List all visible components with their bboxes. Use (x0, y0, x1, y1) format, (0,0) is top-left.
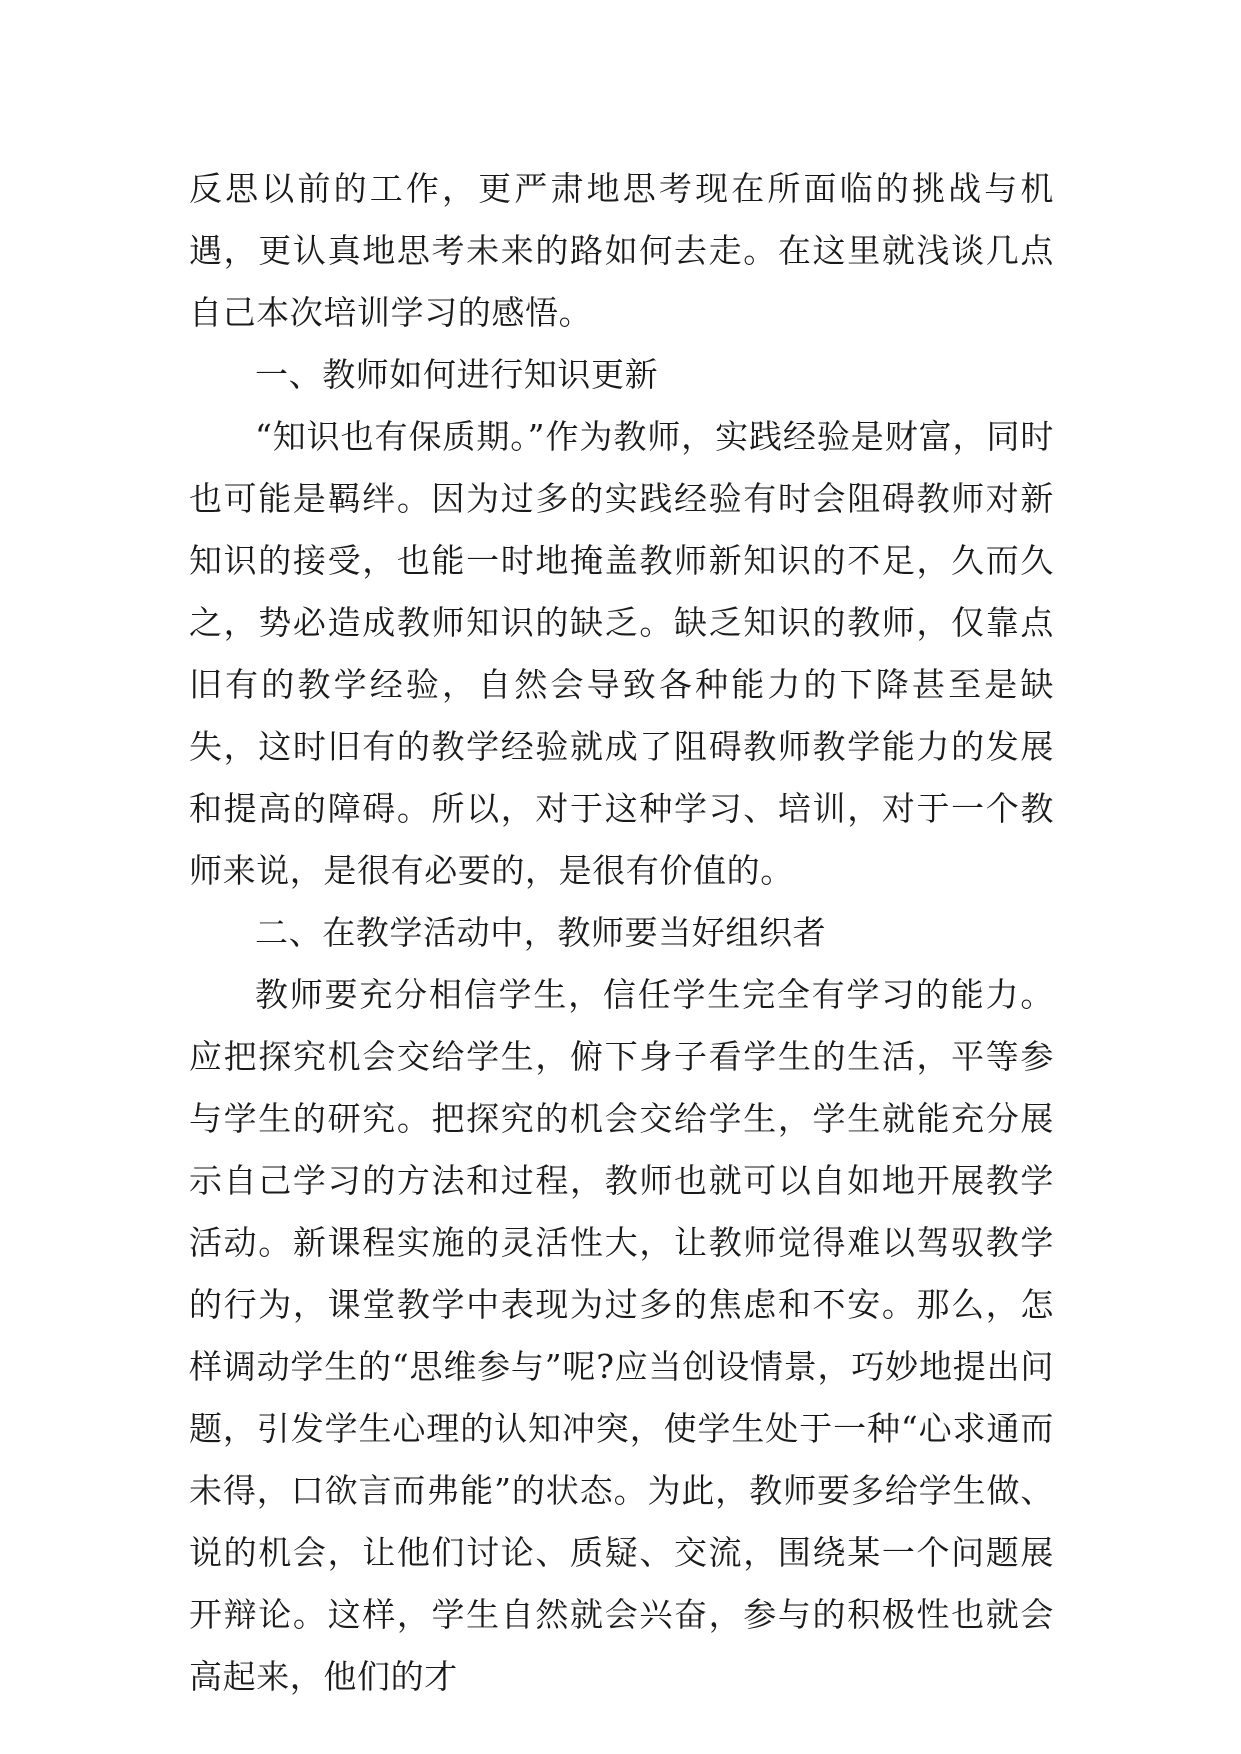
paragraph-organizer: 教师要充分相信学生，信任学生完全有学习的能力。应把探究机会交给学生，俯下身子看学生的生活，平等参与学生的研究。把探究的机会交给学生，学生就能充分展示自己学习的方法和过程，教师也就可以自如地开展教学活动。新课程实施的灵活性大，让教师觉得难以驾驭教学的行为，课堂教学中表现为过多的焦虑和不安。那么，怎样调动学生的“思维参与”呢?应当创设情景，巧妙地提出问题，引发学生心理的认知冲突，使学生处于一种“心求通而未得，口欲言而弗能”的状态。为此，教师要多给学生做、说的机会，让他们讨论、质疑、交流，围绕某一个问题展开辩论。这样，学生自然就会兴奋，参与的积极性也就会高起来，他们的才 (189, 975, 1054, 1696)
section-heading-2: 二、在教学活动中，教师要当好组织者 (255, 913, 827, 952)
paragraph-knowledge-update: “知识也有保质期。”作为教师，实践经验是财富，同时也可能是羁绊。因为过多的实践经验有时会阻碍教师对新知识的接受，也能一时地掩盖教师新知识的不足，久而久之，势必造成教师知识的缺乏。缺乏知识的教师，仅靠点旧有的教学经验，自然会导致各种能力的下降甚至是缺失，这时旧有的教学经验就成了阻碍教师教学能力的发展和提高的障碍。所以，对于这种学习、培训，对于一个教师来说，是很有必要的，是很有价值的。 (189, 417, 1054, 890)
paragraph-intro: 反思以前的工作，更严肃地思考现在所面临的挑战与机遇，更认真地思考未来的路如何去走。在这里就浅谈几点自己本次培训学习的感悟。 (189, 169, 1054, 332)
document-body (189, 158, 1054, 1708)
section-heading-1: 一、教师如何进行知识更新 (255, 355, 659, 394)
